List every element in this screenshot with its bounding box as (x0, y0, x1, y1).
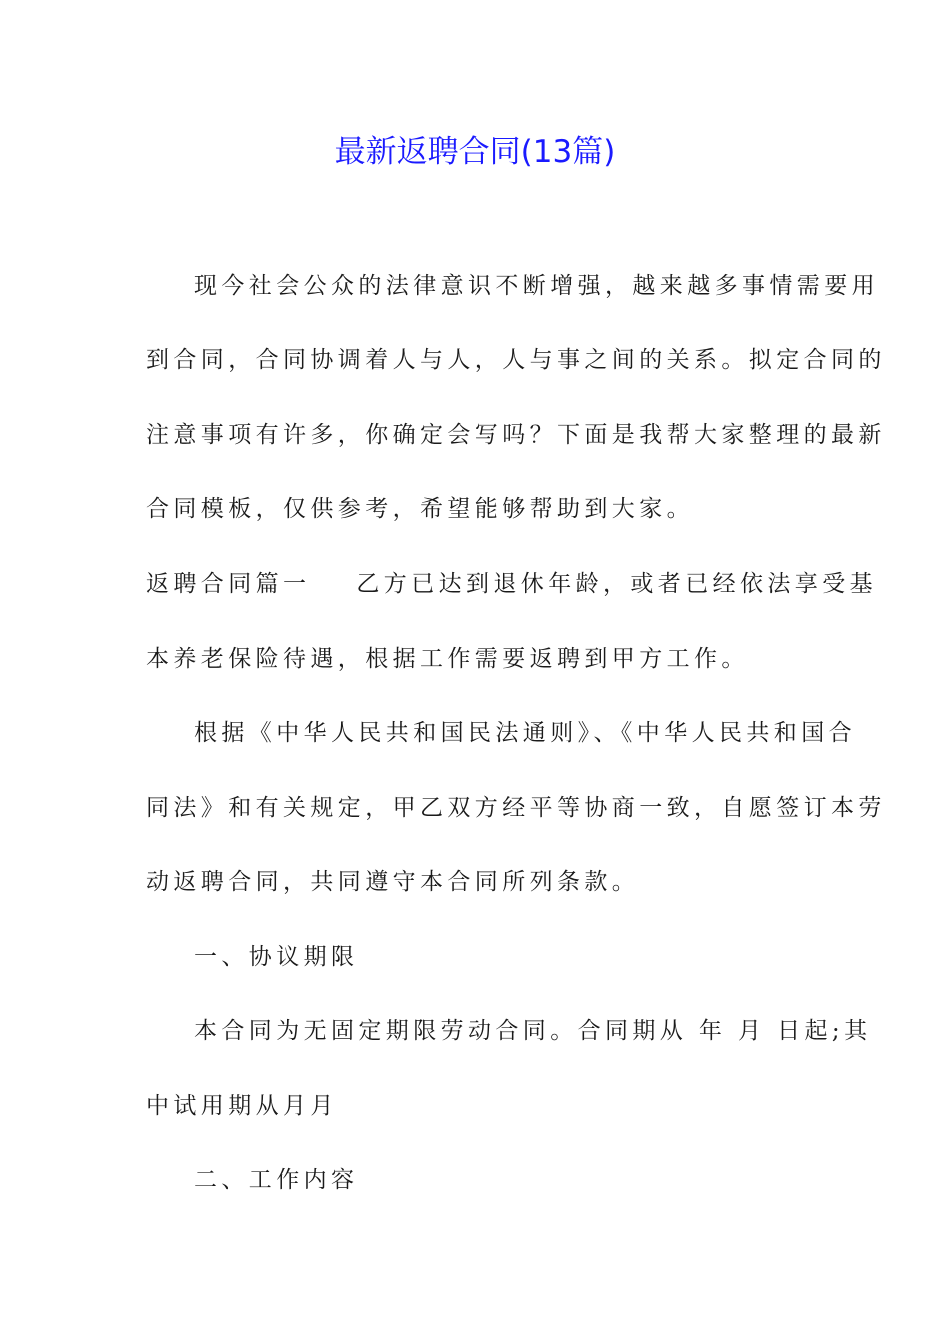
section-1-text: 乙方已达到退休年龄，或者已经依法享受基 (356, 571, 878, 597)
intro-line-3: 注意事项有许多，你确定会写吗？下面是我帮大家整理的最新 (146, 422, 886, 448)
section-1-second-line: 本养老保险待遇，根据工作需要返聘到甲方工作。 (146, 646, 749, 672)
clause-2-heading: 二、工作内容 (194, 1167, 359, 1193)
section-1-first-line (146, 568, 878, 600)
basis-line-1: 根据《中华人民共和国民法通则》、《中华人民共和国合 (194, 720, 856, 746)
intro-line-4: 合同模板，仅供参考，希望能够帮助到大家。 (146, 496, 694, 522)
document-title: 最新返聘合同(13篇) (334, 134, 616, 170)
clause-1-heading: 一、协议期限 (194, 944, 359, 970)
intro-line-1: 现今社会公众的法律意识不断增强，越来越多事情需要用 (194, 273, 879, 299)
section-1-label: 返聘合同篇一 (146, 571, 311, 597)
clause-1-line-1: 本合同为无固定期限劳动合同。合同期从 年 月 日起;其 (194, 1018, 872, 1044)
clause-1-line-2: 中试用期从月月 (146, 1093, 338, 1119)
basis-line-2: 同法》和有关规定，甲乙双方经平等协商一致，自愿签订本劳 (146, 795, 886, 821)
basis-line-3: 动返聘合同，共同遵守本合同所列条款。 (146, 869, 640, 895)
intro-line-2: 到合同，合同协调着人与人，人与事之间的关系。拟定合同的 (146, 347, 886, 373)
